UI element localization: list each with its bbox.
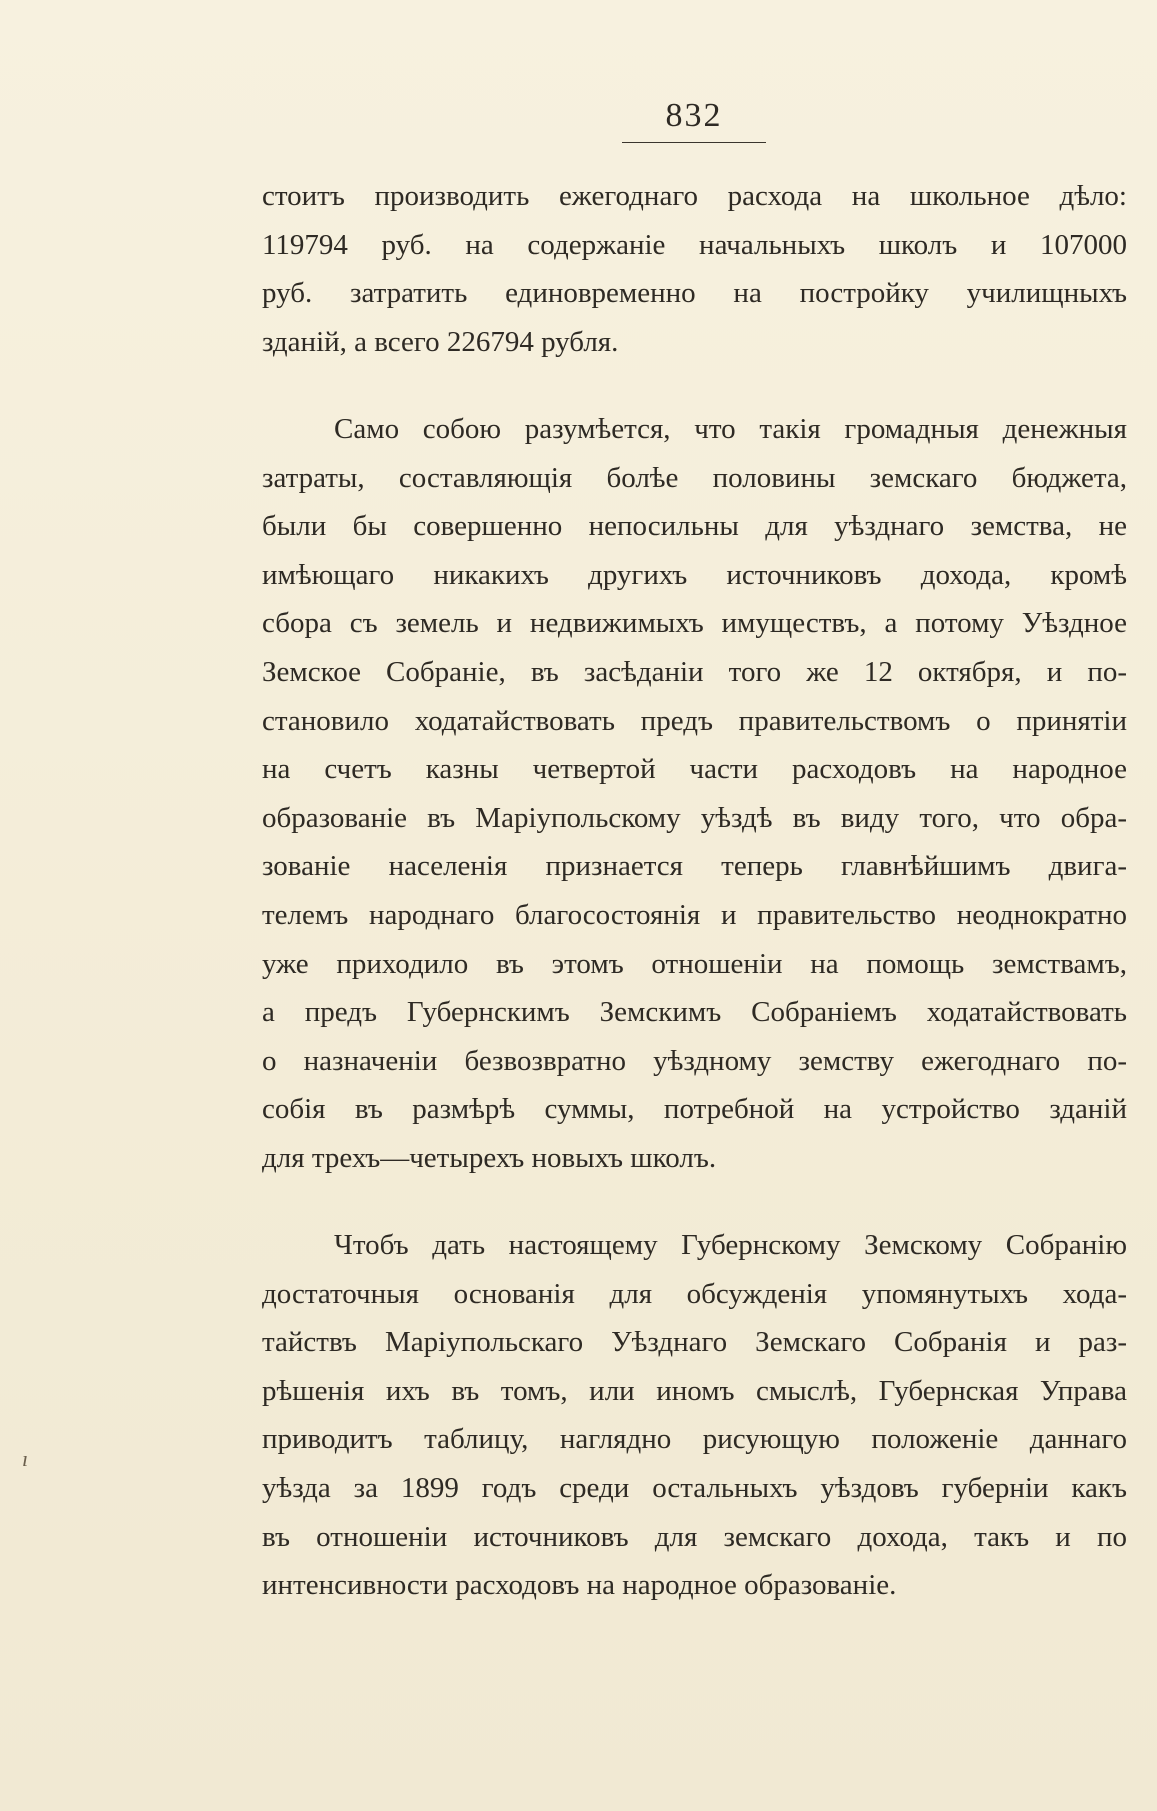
text-line: уѣзда за 1899 годъ среди остальныхъ уѣздовъ губерніи какъ — [262, 1471, 1127, 1504]
text-line: достаточныя основанія для обсужденія упомянутыхъ хода- — [262, 1277, 1127, 1310]
text-line: а предъ Губернскимъ Земскимъ Собраніемъ ходатайствовать — [262, 996, 1127, 1029]
text-line: зданій, а всего 226794 рубля. — [262, 325, 619, 358]
text-line: Чтобъ дать настоящему Губернскому Земскому Собранію — [334, 1229, 1127, 1261]
text-line: затраты, составляющія болѣе половины земскаго бюджета, — [262, 461, 1127, 494]
margin-mark: ı — [22, 1446, 29, 1471]
text-line: имѣющаго никакихъ другихъ источниковъ дохода, кромѣ — [262, 558, 1127, 591]
text-line: для трехъ—четырехъ новыхъ школъ. — [262, 1141, 717, 1174]
text-line: становило ходатайствовать предъ правительствомъ о принятіи — [262, 704, 1127, 737]
text-line: интенсивности расходовъ на народное образованіе. — [262, 1569, 897, 1602]
text-line: уже приходило въ этомъ отношеніи на помощь земствамъ, — [262, 947, 1127, 980]
text-line: сбора съ земель и недвижимыхъ имуществъ, а потому Уѣздное — [262, 607, 1127, 640]
text-line: на счетъ казны четвертой части расходовъ на народное — [262, 753, 1127, 786]
text-line: стоитъ производить ежегоднаго расхода на школьное дѣло: — [262, 180, 1127, 212]
text-line: рѣшенія ихъ въ томъ, или иномъ смыслѣ, Губернская Управа — [262, 1374, 1127, 1407]
text-line: зованіе населенія признается теперь главнѣйшимъ двига- — [262, 850, 1127, 883]
text-line: 119794 руб. на содержаніе начальныхъ школъ и 107000 — [262, 228, 1127, 261]
text-line: телемъ народнаго благосостоянія и правительство неоднократно — [262, 898, 1127, 931]
paragraph-2 — [262, 405, 1127, 1183]
text-line: собія въ размѣрѣ суммы, потребной на устройство зданій — [262, 1093, 1127, 1126]
page-number-rule — [622, 142, 766, 143]
text-line: тайствъ Маріупольскаго Уѣзднаго Земскаго Собранія и раз- — [262, 1326, 1127, 1359]
paragraph-3 — [262, 1221, 1127, 1610]
page-number: 832 — [665, 97, 723, 134]
text-line: о назначеніи безвозвратно уѣздному земству ежегоднаго по- — [262, 1044, 1127, 1077]
text-line: образованіе въ Маріупольскому уѣздѣ въ виду того, что обра- — [262, 801, 1127, 834]
paragraph-1 — [262, 172, 1127, 366]
text-line: приводитъ таблицу, наглядно рисующую положеніе даннаго — [262, 1423, 1127, 1456]
text-line: руб. затратить единовременно на постройку училищныхъ — [262, 277, 1127, 310]
text-line: Земское Собраніе, въ засѣданіи того же 12 октября, и по- — [262, 655, 1127, 688]
text-line: были бы совершенно непосильны для уѣзднаго земства, не — [262, 510, 1127, 543]
text-line: Само собою разумѣется, что такія громадныя денежныя — [334, 413, 1127, 445]
text-line: въ отношеніи источниковъ для земскаго дохода, такъ и по — [262, 1520, 1127, 1553]
